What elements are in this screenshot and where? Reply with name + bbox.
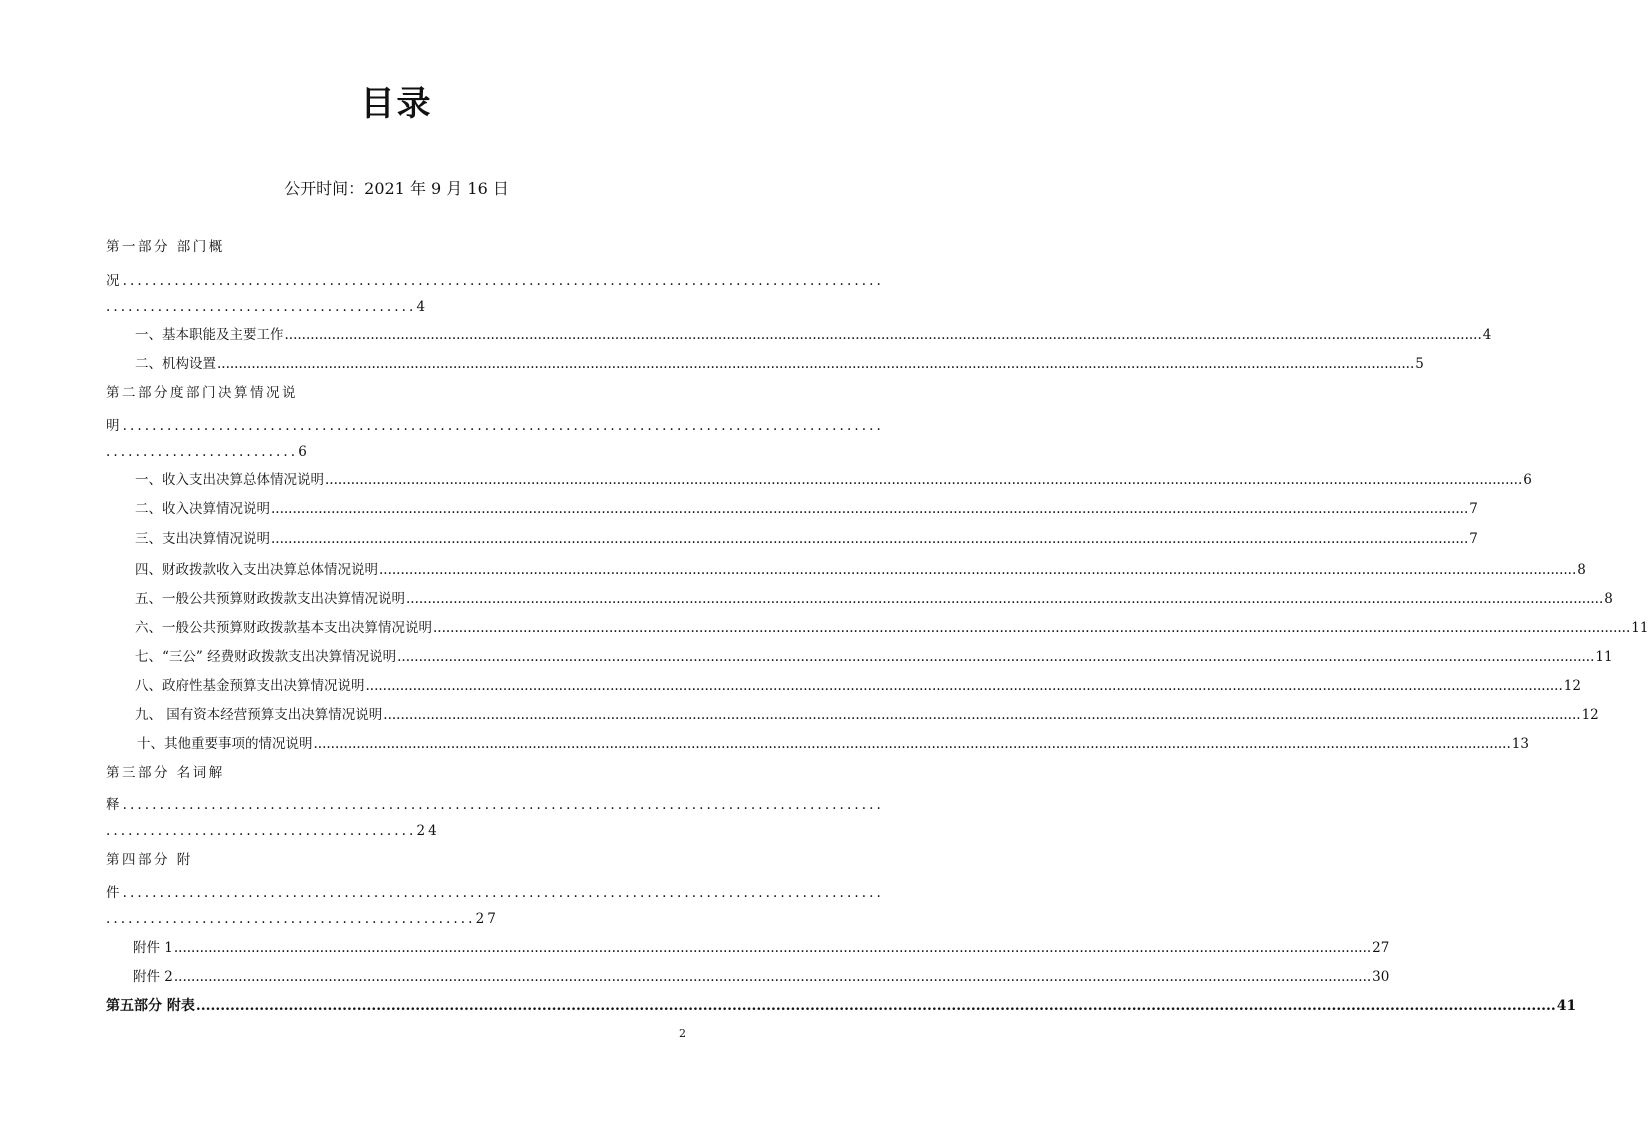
toc-leader-dots [433,619,1630,637]
toc-entry-label: 一、基本职能及主要工作 [135,327,284,343]
toc-entry[interactable] [135,471,1532,489]
toc-entry-label: 三、支出决算情况说明 [135,531,270,547]
toc-leader-dots: .................................................. [106,911,476,927]
toc-part1-continuation[interactable] [106,272,884,290]
toc-part4-cont-text: 件 [106,885,123,901]
toc-entry[interactable] [135,561,1586,579]
toc-entry-page: 12 [1581,707,1599,723]
toc-entry[interactable] [135,648,1613,666]
publish-date: 公开时间：2021 年 9 月 16 日 [284,179,509,198]
toc-entry-label: 附件 2 [133,969,173,985]
toc-part1-cont-text: 况 [106,273,123,289]
toc-leader-dots [379,561,1576,579]
toc-leader-dots [174,968,1371,986]
toc-leader-dots: .......................... [106,444,299,460]
toc-part5-label: 第五部分 附表 [106,998,195,1014]
toc-entry-page: 8 [1577,562,1586,578]
toc-entry[interactable] [133,968,1390,986]
toc-entry[interactable] [135,500,1478,518]
toc-part5-entry[interactable] [106,997,1577,1015]
toc-part5-page: 41 [1556,998,1577,1014]
toc-entry-page: 30 [1372,969,1390,985]
toc-entry[interactable] [133,939,1390,957]
toc-leader-dots: .......................................... [106,823,417,839]
toc-entry-page: 7 [1469,501,1478,517]
toc-part3-page: 24 [416,823,440,839]
toc-entry[interactable] [135,619,1648,637]
toc-entry-page: 12 [1563,678,1581,694]
toc-part1-page: 4 [416,299,429,315]
toc-entry-label: 十、其他重要事项的情况说明 [137,736,313,752]
toc-part2-continuation[interactable] [106,417,884,435]
document-title: 目录 [360,84,433,124]
toc-entry[interactable] [137,735,1529,753]
toc-entry-page: 8 [1604,591,1613,607]
toc-entry-label: 五、一般公共预算财政拨款支出决算情况说明 [135,591,405,607]
page-number: 2 [679,1027,686,1040]
toc-leader-dots: ....................................................................................................... [122,273,884,289]
toc-leader-dots [406,590,1603,608]
toc-part3-continuation[interactable] [106,796,884,814]
toc-entry[interactable] [135,530,1478,548]
toc-part3-heading[interactable]: 第三部分 名词解 [106,765,225,781]
toc-part1-leader-line[interactable] [106,298,446,316]
toc-leader-dots: ....................................................................................................... [122,885,884,901]
toc-leader-dots [366,677,1563,695]
toc-entry-label: 二、机构设置 [135,356,216,372]
toc-leader-dots: ....................................................................................................... [122,418,884,434]
toc-entry[interactable] [135,706,1599,724]
toc-entry[interactable] [135,677,1581,695]
toc-leader-dots [325,471,1522,489]
toc-part1-heading[interactable]: 第一部分 部门概 [106,239,225,255]
toc-leader-dots [397,648,1594,666]
toc-entry-page: 11 [1631,620,1648,636]
toc-entry[interactable] [135,326,1492,344]
toc-entry[interactable] [135,355,1424,373]
toc-part4-leader-line[interactable] [106,910,516,928]
toc-entry-label: 九、 国有资本经营预算支出决算情况说明 [135,707,383,723]
toc-part3-cont-text: 释 [106,797,123,813]
toc-part2-page: 6 [298,444,310,460]
toc-entry-label: 一、收入支出决算总体情况说明 [135,472,324,488]
toc-entry-label: 四、财政拨款收入支出决算总体情况说明 [135,562,378,578]
toc-entry[interactable] [135,590,1613,608]
toc-part2-heading[interactable]: 第二部分度部门决算情况说 [106,385,298,401]
toc-leader-dots [383,706,1580,724]
toc-leader-dots [196,997,1556,1015]
toc-entry-page: 4 [1482,327,1492,343]
toc-entry-page: 11 [1595,649,1613,665]
toc-entry-page: 13 [1511,736,1529,752]
toc-leader-dots [271,530,1468,548]
toc-entry-label: 六、一般公共预算财政拨款基本支出决算情况说明 [135,620,432,636]
toc-leader-dots [271,500,1468,518]
toc-part3-leader-line[interactable] [106,822,446,840]
toc-part2-cont-text: 明 [106,418,123,434]
toc-leader-dots [174,939,1371,957]
toc-entry-page: 7 [1469,531,1478,547]
toc-leader-dots: ....................................................................................................... [122,797,884,813]
toc-leader-dots [285,326,1482,344]
toc-leader-dots: .......................................... [106,299,417,315]
toc-part2-leader-line[interactable] [106,443,310,461]
toc-entry-page: 27 [1372,940,1390,956]
toc-entry-label: 二、收入决算情况说明 [135,501,270,517]
toc-entry-label: 七、“三公” 经费财政拨款支出决算情况说明 [135,649,397,665]
toc-entry-page: 6 [1523,472,1532,488]
toc-entry-label: 附件 1 [133,940,173,956]
toc-entry-label: 八、政府性基金预算支出决算情况说明 [135,678,365,694]
toc-part4-page: 27 [475,911,499,927]
toc-leader-dots [314,735,1511,753]
toc-part4-continuation[interactable] [106,884,884,902]
toc-part4-heading[interactable]: 第四部分 附 [106,852,193,868]
toc-entry-page: 5 [1415,356,1424,372]
toc-leader-dots [217,355,1414,373]
